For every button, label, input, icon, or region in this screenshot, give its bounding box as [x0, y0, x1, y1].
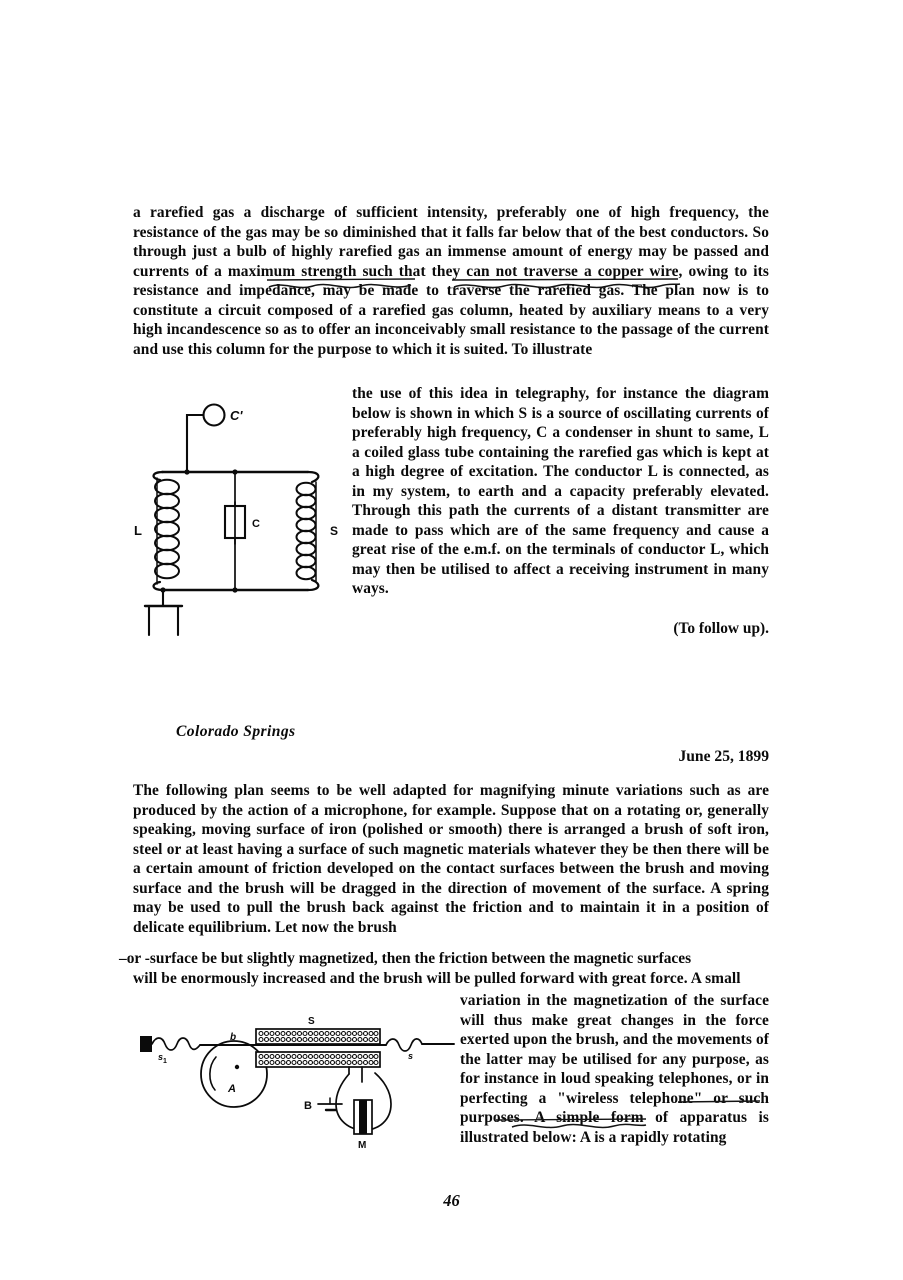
telegraphy-circuit-svg [130, 392, 362, 642]
follow-up-note: (To follow up). [673, 620, 769, 637]
label-element-M: M [358, 1140, 367, 1151]
spring-s1 [152, 1038, 200, 1050]
intro-paragraph [133, 203, 769, 359]
coil-L [155, 480, 179, 578]
wrapped-paragraph-right-2 [460, 991, 769, 1147]
disc-center-dot [235, 1065, 239, 1069]
label-coil-S: S [330, 524, 339, 538]
coil-S [297, 483, 316, 579]
page-number: 46 [443, 1191, 460, 1210]
label-battery-B: B [304, 1100, 312, 1112]
dateline-date: June 25, 1899 [678, 748, 769, 765]
second-entry-continued [133, 969, 769, 989]
outdent-line: –or -surface be but slightly magnetized, then the friction between the magnetic surfaces [119, 950, 692, 967]
label-coils-S: S [308, 1016, 315, 1027]
dateline-place: Colorado Springs [176, 723, 296, 740]
label-spring-s1: s [158, 1052, 164, 1062]
coil-box-upper [256, 1029, 380, 1044]
figure-telegraphy-circuit [130, 392, 362, 642]
second-entry-paragraph [133, 781, 769, 937]
label-spring-s-right: s [408, 1051, 414, 1061]
label-condenser-C: C [252, 518, 260, 530]
elevated-capacity-circle [204, 405, 225, 426]
rotating-disc-A [201, 1041, 267, 1107]
wrapped-paragraph-right-1-text: the use of this idea in telegraphy, for instance the diagram below is shown in which S is a source of oscillating currents of preferably high frequency, C a condenser in shunt to same, L a coiled glass tube containing the rarefied gas which is kept at a high degree of excitation. The conductor L is connected, as in my system, to earth and a capacity preferably elevated. Through this path the currents of a distant transmitter are made to pass which are of the same frequency and cause a great rise of the e.m.f. on the terminals of conductor L, which may then be utilised to affect a receiving instrument in many ways. [352, 385, 769, 598]
wrapped-paragraph-right-2-text: variation in the magnetization of the surface will thus make great changes in the force exerted upon the brush, and the movements of the latter may be utilised for any purpose, as for instance in loud speaking telephones, or in perfecting a "wireless telephone" or such purposes. A simple form of apparatus is illustrated below: A is a rapidly rotating [460, 992, 769, 1146]
second-entry-paragraph-text: The following plan seems to be well adapted for magnifying minute variations such as are produced by the action of a microphone, for example. Suppose that on a rotating or, generally speaking, moving surface of iron (polished or smooth) there is arranged a brush of soft iron, steel or at least having a surface of such magnetic materials whatever they be then there will be a certain amount of friction developed on the contact surfaces between the brush and moving surface and the brush will be dragged in the direction of movement of the surface. A spring may be used to pull the brush back against the friction and to maintain it in a position of delicate equilibrium. Let now the brush [133, 782, 769, 936]
label-disc-A: A [228, 1083, 236, 1095]
label-elevated-capacity: C' [230, 408, 243, 423]
spring-s-right [386, 1039, 422, 1051]
intro-paragraph-text: a rarefied gas a discharge of sufficient intensity, preferably one of high frequency, the resistance of the gas may be so diminished that it falls far below that of the best conductors. So through just a bulb of highly rarefied gas an immense amount of energy may be passed and currents of a maximum strength such that they can not traverse a copper wire, owing to its resistance and impedance, may be made to traverse the rarefied gas. The plan now is to constitute a circuit composed of a rarefied gas column, heated by auxiliary means to a very high incandescence so as to offer an inconceivably small resistance to the passage of the current and use this column for the purpose to which it is suited. To illustrate [133, 204, 769, 358]
label-spring-s1-subscript: 1 [163, 1058, 167, 1065]
second-entry-continued-text: will be enormously increased and the brush will be pulled forward with great force. A small [133, 970, 741, 987]
label-brush-b: b [230, 1032, 237, 1043]
wrapped-paragraph-right-1 [352, 384, 769, 599]
coil-box-lower [256, 1052, 380, 1067]
disc-inner-arc [210, 1057, 216, 1090]
label-coil-L: L [134, 523, 142, 538]
terminal-block [140, 1036, 152, 1052]
microphone-apparatus-svg [136, 1012, 456, 1162]
figure-microphone-apparatus [136, 1012, 456, 1162]
